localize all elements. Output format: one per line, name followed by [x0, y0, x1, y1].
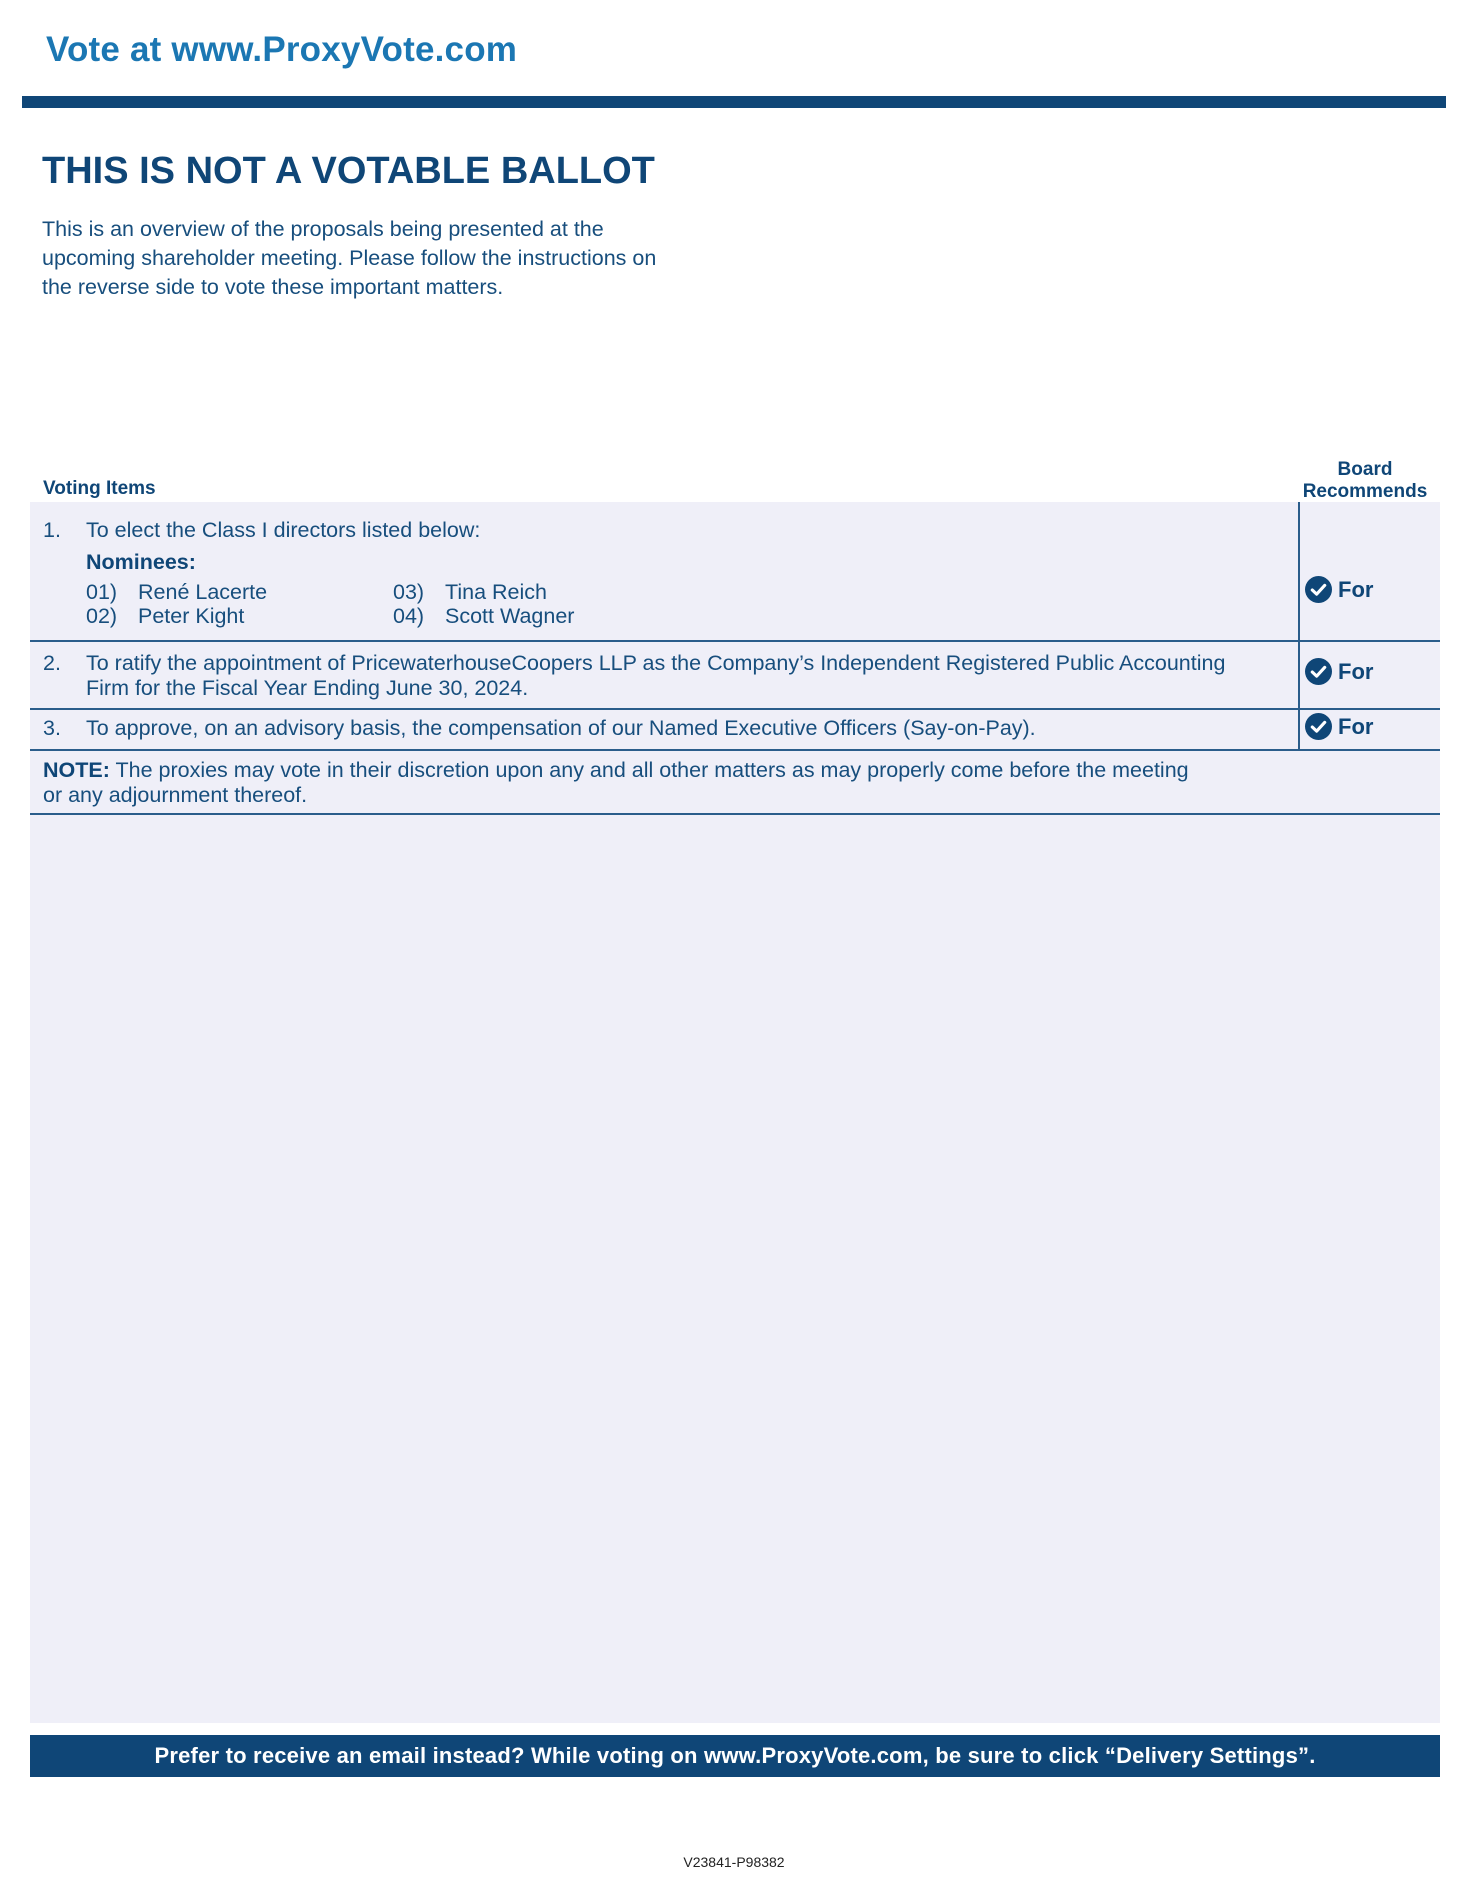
board-recommends-line: Recommends [1302, 481, 1428, 502]
page-title: THIS IS NOT A VOTABLE BALLOT [42, 150, 655, 192]
recommendation-label: For [1338, 658, 1374, 684]
item-text [86, 651, 1292, 701]
item-text-line: Firm for the Fiscal Year Ending June 30, 2024. [86, 676, 529, 700]
item-text: To approve, on an advisory basis, the compensation of our Named Executive Officers (Say-on-Pay). [86, 716, 1036, 740]
column-divider [1298, 502, 1300, 750]
board-recommends-header [1290, 459, 1440, 503]
row-divider [30, 640, 1440, 642]
proxyvote-link[interactable]: Vote at www.ProxyVote.com [46, 30, 518, 69]
nominee-name: Tina Reich [445, 580, 547, 604]
recommendation-label: For [1338, 576, 1374, 602]
nominee-name: René Lacerte [138, 580, 268, 604]
nominees-label: Nominees: [86, 550, 196, 574]
recommendation-label: For [1338, 713, 1374, 739]
item-number: 1. [43, 518, 61, 542]
board-recommendation [1305, 576, 1373, 603]
voting-items-header: Voting Items [43, 478, 156, 499]
nominee-name: Peter Kight [138, 604, 245, 628]
note-line [43, 758, 1293, 783]
document-code: V23841-P98382 [683, 1854, 785, 1870]
note-label: NOTE: [43, 758, 110, 782]
intro-line: the reverse side to vote these important matters. [42, 275, 504, 299]
note-text: The proxies may vote in their discretion upon any and all other matters as may properly come before the meeting [109, 758, 1189, 782]
intro-paragraph [42, 215, 742, 302]
note [43, 758, 1293, 808]
item-text: To elect the Class I directors listed below: [86, 518, 481, 542]
row-divider [30, 813, 1440, 815]
item-number: 2. [43, 651, 61, 675]
board-recommends-line: Board [1337, 459, 1393, 480]
board-recommendation [1305, 658, 1373, 685]
board-recommendation [1305, 713, 1373, 740]
row-divider [30, 749, 1440, 751]
item-text-line: To ratify the appointment of PricewaterhouseCoopers LLP as the Company’s Independent Registered Public Accounting [86, 651, 1226, 675]
check-circle-icon [1305, 576, 1332, 603]
row-divider [30, 708, 1440, 710]
note-line: or any adjournment thereof. [43, 783, 308, 807]
item-number: 3. [43, 716, 61, 740]
intro-line: This is an overview of the proposals being presented at the [42, 217, 604, 241]
nominee-name: Scott Wagner [445, 604, 575, 628]
nominee-number: 03) [393, 580, 425, 604]
header-divider [22, 96, 1446, 108]
nominee-number: 02) [86, 604, 118, 628]
check-circle-icon [1305, 713, 1332, 740]
nominee-number: 04) [393, 604, 425, 628]
intro-line: upcoming shareholder meeting. Please follow the instructions on [42, 246, 657, 270]
check-circle-icon [1305, 658, 1332, 685]
nominee-number: 01) [86, 580, 118, 604]
delivery-settings-banner: Prefer to receive an email instead? While voting on www.ProxyVote.com, be sure to click “Delivery Settings”. [30, 1735, 1440, 1777]
